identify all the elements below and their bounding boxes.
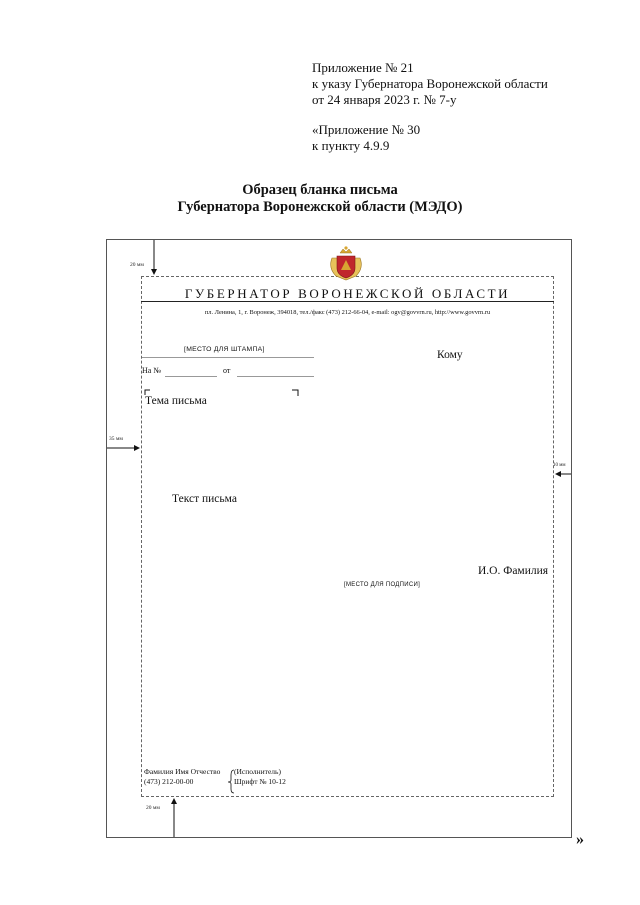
address-line: пл. Ленина, 1, г. Воронеж, 394018, тел./факс (473) 212-66-04, e-mail: ogv@govvrn.ru, http://www.govvrn.ru xyxy=(204,309,491,316)
top-margin-label: 20 мм xyxy=(130,262,144,268)
subject-label: Тема письма xyxy=(145,395,207,407)
ref-number-line xyxy=(165,376,217,377)
ref-from-line xyxy=(237,376,314,377)
appendix-number: Приложение № 21 xyxy=(312,60,414,75)
executor-font-note: Шрифт № 10-12 xyxy=(234,777,286,786)
executor-block xyxy=(144,767,220,787)
signer-name: И.О. Фамилия xyxy=(478,565,549,577)
right-margin-label: 10 мм xyxy=(553,463,566,468)
stamp-place: [МЕСТО ДЛЯ ШТАМПА] xyxy=(184,346,265,353)
title-line-2: Губернатора Воронежской области (МЭДО) xyxy=(177,199,463,215)
appendix-clause: к пункту 4.9.9 xyxy=(312,138,390,153)
executor-phone: (473) 212-00-00 xyxy=(144,777,194,786)
left-margin-label: 35 мм xyxy=(109,436,123,442)
governor-heading: ГУБЕРНАТОР ВОРОНЕЖСКОЙ ОБЛАСТИ xyxy=(184,286,511,301)
title-line-1: Образец бланка письма xyxy=(242,182,398,198)
bottom-margin-label: 20 мм xyxy=(146,805,160,811)
heading-rule xyxy=(141,301,554,302)
appendix-date: от 24 января 2023 г. № 7-у xyxy=(312,92,457,107)
appendix-decree: к указу Губернатора Воронежской области xyxy=(312,76,548,91)
stamp-line xyxy=(142,357,314,358)
executor-name: Фамилия Имя Отчество xyxy=(144,767,221,776)
ref-from-label: от xyxy=(223,366,231,375)
executor-role: (Исполнитель) xyxy=(234,767,281,776)
coat-of-arms-icon xyxy=(331,246,362,280)
closing-quote: » xyxy=(576,831,584,848)
recipient-label: Кому xyxy=(437,349,463,361)
executor-note xyxy=(234,767,286,787)
ref-number-label: На № xyxy=(142,366,161,375)
body-text-label: Текст письма xyxy=(172,493,237,505)
appendix-inner-number: «Приложение № 30 xyxy=(312,122,421,137)
signature-place: [МЕСТО ДЛЯ ПОДПИСИ] xyxy=(344,582,421,588)
subject-corner-right xyxy=(292,390,298,396)
